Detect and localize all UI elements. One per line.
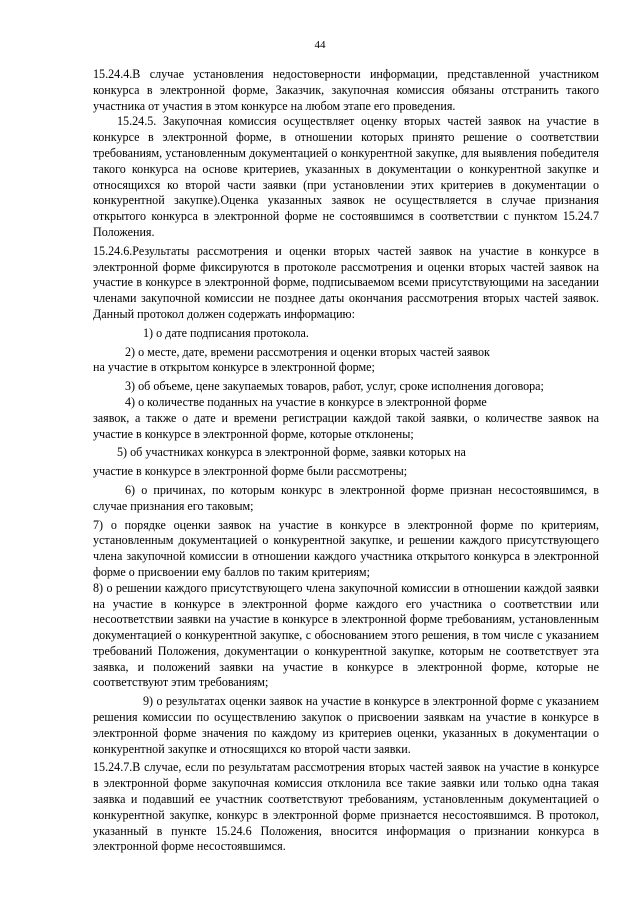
list-item-7: 7) о порядке оценки заявок на участие в конкурсе в электронной форме по критериям, установленным документацией о конкурентной закупке, и решении каждого присутствующего члена закупочной комиссии в отношении каждого участника открытого конкурса в электронной форме о присвоении ему баллов по таким критериям;: [93, 517, 599, 579]
paragraph-15-24-6: 15.24.6.Результаты рассмотрения и оценки вторых частей заявок на участие в конкурсе в электронной форме фиксируются в протоколе рассмотрения и оценки вторых частей заявок на участие в конкурсе в электронной форме, подписываемом всеми присутствующими на заседании членами закупочной комиссии не позднее даты окончания рассмотрения вторых частей заявок. Данный протокол должен содержать информацию:: [93, 243, 599, 321]
paragraph-15-24-4: 15.24.4.В случае установления недостоверности информации, представленной участником конкурса в электронной форме, Заказчик, закупочная комиссия обязаны отстранить такого участника от участия в этом конкурсе на любом этапе его проведения.: [93, 67, 599, 113]
list-item-5-continuation: участие в конкурсе в электронной форме были рассмотрены;: [93, 464, 408, 479]
list-item-1: 1) о дате подписания протокола.: [143, 325, 309, 340]
list-item-8: 8) о решении каждого присутствующего члена закупочной комиссии в отношении каждой заявки на участие в конкурсе в электронной форме каждого его участника о соответствии или несоответствии заявки на участие в конкурсе в электронной форме требованиям, установленным документацией о конкурентной закупке, с обоснованием этого решения, в том числе с указанием требований Положения, документации о конкурентной закупке, которым не соответствует эта заявка, и положений заявки на участие в конкурсе в электронной форме, которые не соответствуют этим требованиям;: [93, 580, 599, 690]
list-item-9: 9) о результатах оценки заявок на участие в конкурсе в электронной форме с указанием решения комиссии по осуществлению закупок о присвоении заявкам на участие в конкурсе в электронной форме значения по каждому из критериев оценки, указанных в документации о конкурентной закупке и относящихся ко второй части заявки.: [93, 694, 599, 756]
page-number: 44: [314, 39, 326, 51]
list-item-4: 4) о количестве поданных на участие в конкурсе в электронной форме: [125, 394, 487, 409]
paragraph-15-24-7: 15.24.7.В случае, если по результатам рассмотрения вторых частей заявок на участие в конкурсе в электронной форме закупочная комиссия отклонила все такие заявки или только одна такая заявка и подавший ее участник соответствуют требованиям, установленным документацией о конкурентной закупке, конкурс в электронной форме признается несостоявшимся. В протокол, указанный в пункте 15.24.6 Положения, вносится информация о признании конкурса в электронной форме несостоявшимся.: [93, 760, 599, 854]
paragraph-15-24-5: 15.24.5. Закупочная комиссия осуществляет оценку вторых частей заявок на участие в конкурсе в электронной форме, в отношении которых принято решение о соответствии требованиям, установленным документацией о конкурентной закупке, для выявления победителя такого конкурса на основе критериев, указанных в документации о конкурентной закупке и относящихся ко второй части заявки (при установлении этих критериев в документации о конкурентной закупке).Оценка указанных заявок не осуществляется в случае признания открытого конкурса в электронной форме не состоявшимся в соответствии с пунктом 15.24.7 Положения.: [93, 114, 599, 239]
list-item-2-continuation: на участие в открытом конкурсе в электронной форме;: [93, 360, 375, 375]
list-item-4-continuation: заявок, а также о дате и времени регистрации каждой такой заявки, о количестве заявок на участие в конкурсе в электронной форме, которые отклонены;: [93, 410, 599, 441]
list-item-5: 5) об участниках конкурса в электронной форме, заявки которых на: [117, 445, 466, 460]
list-item-6: 6) о причинах, по которым конкурс в электронной форме признан несостоявшимся, в случае признания его таковым;: [93, 482, 599, 513]
document-body: [93, 67, 599, 855]
list-item-3: 3) об объеме, цене закупаемых товаров, работ, услуг, сроке исполнения договора;: [125, 379, 544, 394]
list-item-2: 2) о месте, дате, времени рассмотрения и оценки вторых частей заявок: [125, 344, 490, 359]
